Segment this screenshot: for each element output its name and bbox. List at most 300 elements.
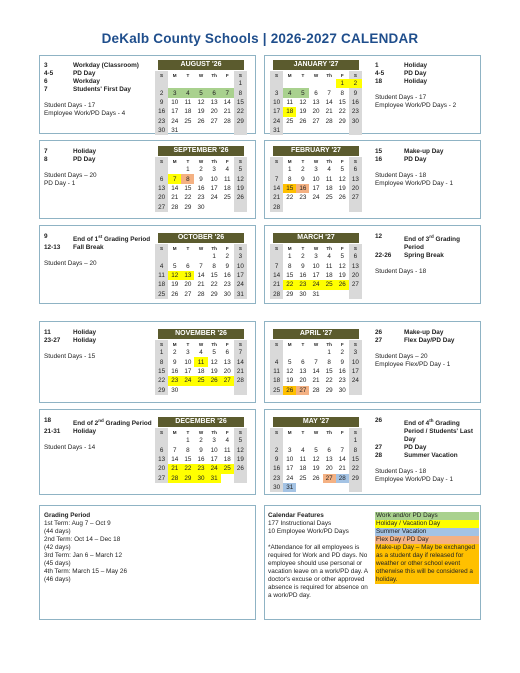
weekday-header: T (301, 72, 305, 78)
weekday-header: S (270, 244, 283, 252)
day-cell (208, 126, 221, 135)
day-cell (336, 290, 349, 299)
day-cell: 7 (168, 174, 181, 183)
event-line (44, 86, 159, 94)
day-count: Student Days – 20 (375, 353, 428, 360)
day-cell: 21 (325, 108, 333, 116)
day-cell: 29 (234, 117, 247, 126)
calendar-october (155, 233, 247, 299)
day-cell: 15 (210, 271, 218, 279)
day-cell (155, 165, 168, 174)
day-cell: 21 (168, 464, 181, 473)
spacer (44, 94, 159, 102)
day-cell: 19 (234, 455, 247, 464)
day-cell: 3 (212, 166, 216, 174)
day-cell (221, 203, 234, 212)
day-cell: 7 (172, 446, 177, 454)
notes-september (44, 148, 159, 188)
event-date: 21-31 (44, 428, 61, 436)
legend-item: Make-up Day – May be exchanged as a student day if released for weather or other school event otherwise this will be considered a holiday. (375, 544, 479, 584)
day-cell: 20 (312, 108, 320, 116)
grading-line: (44 days) (44, 528, 71, 535)
notes-march (375, 233, 478, 276)
spacer (44, 345, 159, 353)
weekday-header: W (198, 158, 204, 164)
day-cell: 3 (168, 88, 181, 97)
calendar-features-block (268, 512, 371, 600)
day-cell: 2 (199, 166, 203, 174)
weekday-header: W (313, 245, 319, 251)
weekday-header: T (301, 341, 305, 347)
spacer (375, 345, 478, 353)
day-cell: 2 (270, 445, 283, 454)
weekday-header: T (186, 158, 190, 164)
month-header: OCTOBER '26 (158, 233, 244, 243)
weekday-header: T (301, 245, 305, 251)
day-cell: 2 (155, 88, 168, 97)
event-date: 16 (375, 156, 383, 163)
event-label: Flex Day/PD Day (404, 337, 455, 344)
day-cell: 18 (325, 184, 333, 192)
day-cell: 12 (168, 271, 181, 280)
weekday-header: F (225, 158, 229, 164)
day-cell: 1 (287, 253, 292, 261)
day-cell (221, 126, 234, 135)
day-cell: 27 (184, 290, 192, 298)
day-cell: 28 (270, 203, 283, 212)
month-header: JANUARY '27 (273, 60, 359, 70)
weekday-header: S (270, 340, 283, 348)
day-cell: 28 (312, 386, 320, 394)
day-cell: 16 (197, 455, 205, 463)
grading-line: (46 days) (44, 576, 71, 583)
weekday-header: S (349, 157, 362, 165)
calendar-august (155, 60, 247, 135)
day-cell: 27 (221, 376, 234, 385)
day-cell: 8 (327, 358, 331, 366)
weekday-header: Th (211, 72, 217, 78)
day-cell: 26 (336, 280, 349, 289)
day-cell: 7 (270, 174, 283, 183)
notes-january (375, 62, 478, 110)
day-cell: 27 (349, 280, 362, 289)
month-header: AUGUST '26 (158, 60, 244, 70)
day-cell: 12 (338, 175, 346, 183)
day-cell: 22 (155, 376, 168, 385)
day-cell: 11 (270, 367, 283, 376)
event-label: Holiday (404, 78, 428, 85)
day-cell (194, 79, 207, 88)
day-cell: 6 (301, 358, 305, 366)
day-cell (323, 126, 336, 135)
day-cell: 19 (338, 184, 346, 192)
day-cell (283, 126, 296, 135)
day-cell: 13 (325, 455, 333, 463)
day-cell: 18 (283, 107, 296, 116)
weekday-header: S (270, 71, 283, 79)
day-cell: 1 (155, 348, 168, 357)
day-cell: 11 (299, 455, 307, 463)
weekday-header: M (172, 72, 177, 78)
feature-line: 10 Employee Work/PD Days (268, 528, 349, 535)
weekday-header: F (340, 158, 344, 164)
day-cell: 21 (171, 194, 179, 202)
grading-line: 3rd Term: Jan 6 – March 12 (44, 552, 123, 559)
event-date: 27 (375, 337, 383, 344)
weekday-header: T (186, 429, 190, 435)
day-cell: 28 (325, 117, 333, 125)
day-cell: 11 (194, 357, 207, 366)
weekday-header: S (349, 340, 362, 348)
day-cell: 25 (223, 194, 231, 202)
day-cell: 2 (199, 437, 203, 445)
day-cell: 15 (325, 367, 333, 375)
day-cell: 22 (234, 107, 247, 116)
day-cell: 22 (338, 108, 346, 116)
event-date: 8 (44, 156, 48, 163)
weekday-header: M (287, 72, 292, 78)
weekday-header: M (287, 158, 292, 164)
day-cell: 19 (338, 271, 346, 279)
day-cell: 28 (336, 474, 349, 483)
weekday-header: M (287, 429, 292, 435)
day-cell: 23 (296, 280, 309, 289)
month-header: DECEMBER '26 (158, 417, 244, 427)
day-cell: 10 (210, 175, 218, 183)
day-cell (234, 474, 247, 483)
day-cell: 24 (208, 464, 221, 473)
day-cell: 10 (171, 98, 179, 106)
day-cell: 19 (312, 465, 320, 473)
day-cell: 8 (340, 89, 345, 97)
event-date: 9 (44, 233, 48, 240)
day-cell: 31 (208, 474, 221, 483)
day-cell (296, 436, 309, 445)
event-label: Holiday (73, 329, 97, 336)
day-cell: 28 (223, 117, 231, 125)
event-date: 23-27 (44, 337, 61, 344)
weekday-header: F (225, 245, 229, 251)
grading-line: (45 days) (44, 560, 71, 567)
day-cell: 1 (287, 166, 292, 174)
day-cell: 6 (155, 445, 168, 454)
day-cell: 7 (199, 262, 203, 270)
weekday-header: Th (326, 72, 332, 78)
event-date: 4-5 (375, 70, 385, 77)
event-line (375, 329, 478, 337)
day-cell: 3 (314, 253, 318, 261)
day-cell: 4 (225, 166, 230, 174)
weekday-header: Th (326, 341, 332, 347)
day-cell: 9 (340, 358, 345, 366)
day-cell: 29 (286, 290, 294, 298)
event-line (44, 337, 159, 345)
day-cell: 13 (155, 184, 168, 193)
weekday-header: W (198, 341, 204, 347)
event-date: 15 (375, 148, 383, 155)
day-cell: 21 (223, 108, 231, 116)
day-count: Student Days - 17 (375, 94, 427, 101)
event-line (375, 233, 478, 252)
day-cell: 27 (323, 474, 336, 483)
day-cell: 7 (270, 261, 283, 270)
day-cell (336, 436, 349, 445)
event-date: 22-26 (375, 252, 392, 260)
day-cell: 14 (223, 98, 231, 106)
spacer (375, 164, 478, 172)
day-cell: 4 (225, 437, 230, 445)
day-cell: 23 (168, 376, 181, 385)
day-cell: 26 (338, 194, 346, 202)
day-count: Student Days - 15 (44, 353, 96, 360)
day-cell: 25 (323, 280, 336, 289)
weekday-header: F (340, 245, 344, 251)
day-cell: 5 (296, 88, 309, 97)
day-cell (234, 203, 247, 212)
day-cell: 27 (312, 117, 320, 125)
spacer (44, 164, 159, 172)
day-cell: 24 (270, 117, 283, 126)
day-cell (336, 203, 349, 212)
weekday-header: F (340, 72, 344, 78)
weekday-header: W (198, 72, 204, 78)
day-cell: 2 (349, 79, 362, 88)
weekday-header: Th (211, 341, 217, 347)
day-count: Student Days - 14 (44, 444, 96, 452)
event-label: Holiday (73, 337, 97, 344)
event-label: PD Day (73, 156, 96, 163)
day-cell: 1 (327, 349, 331, 357)
day-cell: 8 (155, 357, 168, 366)
calendar-september (155, 146, 247, 212)
day-cell: 15 (283, 184, 296, 193)
day-cell: 19 (286, 377, 294, 385)
weekday-header: F (225, 72, 229, 78)
month-header: FEBRUARY '27 (273, 146, 359, 156)
day-cell (181, 126, 194, 135)
day-cell (283, 436, 296, 445)
day-cell (323, 483, 336, 492)
day-cell: 18 (197, 367, 205, 375)
month-header: SEPTEMBER '26 (158, 146, 244, 156)
day-count: PD Day - 1 (44, 180, 76, 187)
day-cell: 13 (181, 271, 194, 280)
day-cell: 13 (349, 261, 362, 270)
day-cell: 20 (210, 108, 218, 116)
day-cell: 16 (296, 184, 309, 193)
day-cell (349, 483, 362, 492)
day-count: Employee Work/PD Days - 2 (375, 102, 457, 109)
event-label: Fall Break (73, 244, 104, 252)
day-cell: 21 (312, 377, 320, 385)
day-cell: 4 (327, 253, 331, 261)
day-cell: 27 (349, 193, 362, 202)
day-cell: 3 (349, 348, 362, 357)
day-cell: 13 (155, 455, 168, 464)
day-cell: 22 (325, 377, 333, 385)
day-cell: 28 (171, 203, 179, 211)
event-label: PD Day (404, 156, 427, 163)
weekday-header: F (225, 429, 229, 435)
day-cell: 23 (223, 281, 231, 289)
day-cell: 20 (155, 464, 168, 473)
day-cell: 4 (301, 446, 305, 454)
day-cell (283, 203, 296, 212)
day-cell: 9 (225, 262, 230, 270)
day-cell: 4 (283, 88, 296, 97)
day-cell (168, 436, 181, 445)
grading-lines (44, 520, 244, 584)
event-label: End of 4th Grading Period / Students' Last Day (404, 418, 473, 444)
day-cell (194, 126, 207, 135)
day-cell (349, 203, 362, 212)
event-date: 18 (44, 417, 52, 424)
day-cell (221, 386, 234, 395)
day-count: Student Days - 17 (44, 102, 96, 109)
weekday-header: T (186, 245, 190, 251)
day-cell: 28 (234, 376, 247, 385)
day-cell: 21 (234, 367, 247, 376)
day-cell (168, 165, 181, 174)
weekday-header: T (186, 341, 190, 347)
day-cell: 6 (327, 446, 331, 454)
day-cell: 8 (287, 262, 292, 270)
weekday-header: S (349, 244, 362, 252)
event-label: End of 2nd Grading Period (73, 418, 152, 428)
day-cell: 22 (283, 280, 296, 289)
day-cell: 20 (155, 193, 168, 202)
day-cell: 15 (286, 271, 294, 279)
weekday-header: S (234, 340, 247, 348)
event-line (375, 252, 478, 260)
day-cell: 9 (301, 262, 305, 270)
weekday-header: M (172, 341, 177, 347)
day-cell (181, 386, 194, 395)
event-line (375, 452, 478, 460)
event-label: End of 3rd Grading Period (404, 234, 460, 252)
notes-december (44, 417, 159, 452)
day-cell: 20 (184, 281, 192, 289)
day-cell: 18 (325, 271, 333, 279)
day-cell: 3 (287, 446, 292, 454)
day-cell: 29 (349, 474, 362, 483)
event-date: 12-13 (44, 244, 61, 252)
weekday-header: S (234, 428, 247, 436)
notes-november (44, 329, 159, 361)
day-cell (194, 252, 207, 261)
day-cell: 6 (314, 89, 318, 97)
weekday-header: T (301, 429, 305, 435)
day-cell: 18 (270, 376, 283, 385)
color-legend (375, 512, 479, 584)
day-cell: 9 (199, 446, 203, 454)
features-attendance-note: *Attendance for all employees is required for Work and PD days. No employee should use personal or vacation leave on a work/PD day. A doctor's excuse or other approved absence is required for absence on a work/PD day. (268, 544, 368, 599)
day-cell: 9 (301, 175, 305, 183)
day-cell: 25 (155, 290, 168, 299)
day-cell: 28 (197, 290, 205, 298)
day-cell (221, 79, 234, 88)
weekday-header: S (270, 157, 283, 165)
event-label: Students' First Day (73, 86, 131, 93)
event-line (44, 148, 159, 156)
notes-august (44, 62, 159, 118)
day-cell: 16 (223, 271, 231, 279)
day-cell: 5 (212, 349, 216, 357)
day-cell: 3 (212, 437, 216, 445)
day-cell (336, 126, 349, 135)
day-cell: 12 (312, 455, 320, 463)
weekday-header: W (198, 245, 204, 251)
event-label: End of 1st Grading Period (73, 234, 151, 244)
day-cell: 20 (349, 184, 362, 193)
day-cell (270, 165, 283, 174)
day-cell: 7 (314, 358, 318, 366)
day-cell: 30 (299, 290, 307, 298)
day-cell: 18 (299, 465, 307, 473)
weekday-header: F (340, 429, 344, 435)
day-cell: 15 (184, 184, 192, 192)
day-cell (208, 203, 221, 212)
day-cell: 8 (212, 262, 216, 270)
day-cell: 17 (171, 108, 179, 116)
day-cell: 1 (336, 79, 349, 88)
event-line (375, 148, 478, 156)
day-cell: 12 (286, 367, 294, 375)
day-cell: 8 (186, 446, 190, 454)
day-cell (349, 386, 362, 395)
event-line (375, 417, 478, 444)
day-cell: 23 (299, 194, 307, 202)
day-cell (234, 386, 247, 395)
day-cell: 16 (171, 367, 179, 375)
event-line (375, 156, 478, 164)
day-cell (270, 79, 283, 88)
day-cell: 14 (171, 184, 179, 192)
day-cell: 4 (181, 88, 194, 97)
day-count: Student Days - 18 (375, 268, 427, 276)
day-cell: 10 (312, 175, 320, 183)
day-cell: 16 (338, 367, 346, 375)
day-cell: 14 (234, 357, 247, 366)
legend-item: Work and/or PD Days (375, 512, 479, 520)
day-cell: 5 (234, 436, 247, 445)
day-cell: 3 (270, 88, 283, 97)
day-cell: 31 (312, 290, 320, 298)
day-cell (296, 79, 309, 88)
day-cell: 25 (184, 117, 192, 125)
day-cell: 15 (338, 98, 346, 106)
weekday-header: M (172, 245, 177, 251)
day-cell: 20 (325, 465, 333, 473)
calendar-february (270, 146, 362, 212)
grading-line: 2nd Term: Oct 14 – Dec 18 (44, 536, 121, 543)
legend-item: Summer Vacation (375, 528, 479, 536)
day-cell: 29 (210, 290, 218, 298)
event-label: Holiday (404, 62, 428, 69)
day-cell: 26 (234, 464, 247, 473)
calendar-november (155, 329, 247, 395)
day-cell (309, 126, 322, 135)
month-header: MARCH '27 (273, 233, 359, 243)
event-label: Spring Break (404, 252, 444, 260)
event-date: 7 (44, 148, 48, 155)
day-cell: 9 (349, 88, 362, 97)
day-cell: 6 (225, 349, 230, 357)
day-cell: 19 (197, 108, 205, 116)
day-cell (234, 126, 247, 135)
day-cell: 10 (184, 358, 192, 366)
event-date: 1 (375, 62, 379, 69)
